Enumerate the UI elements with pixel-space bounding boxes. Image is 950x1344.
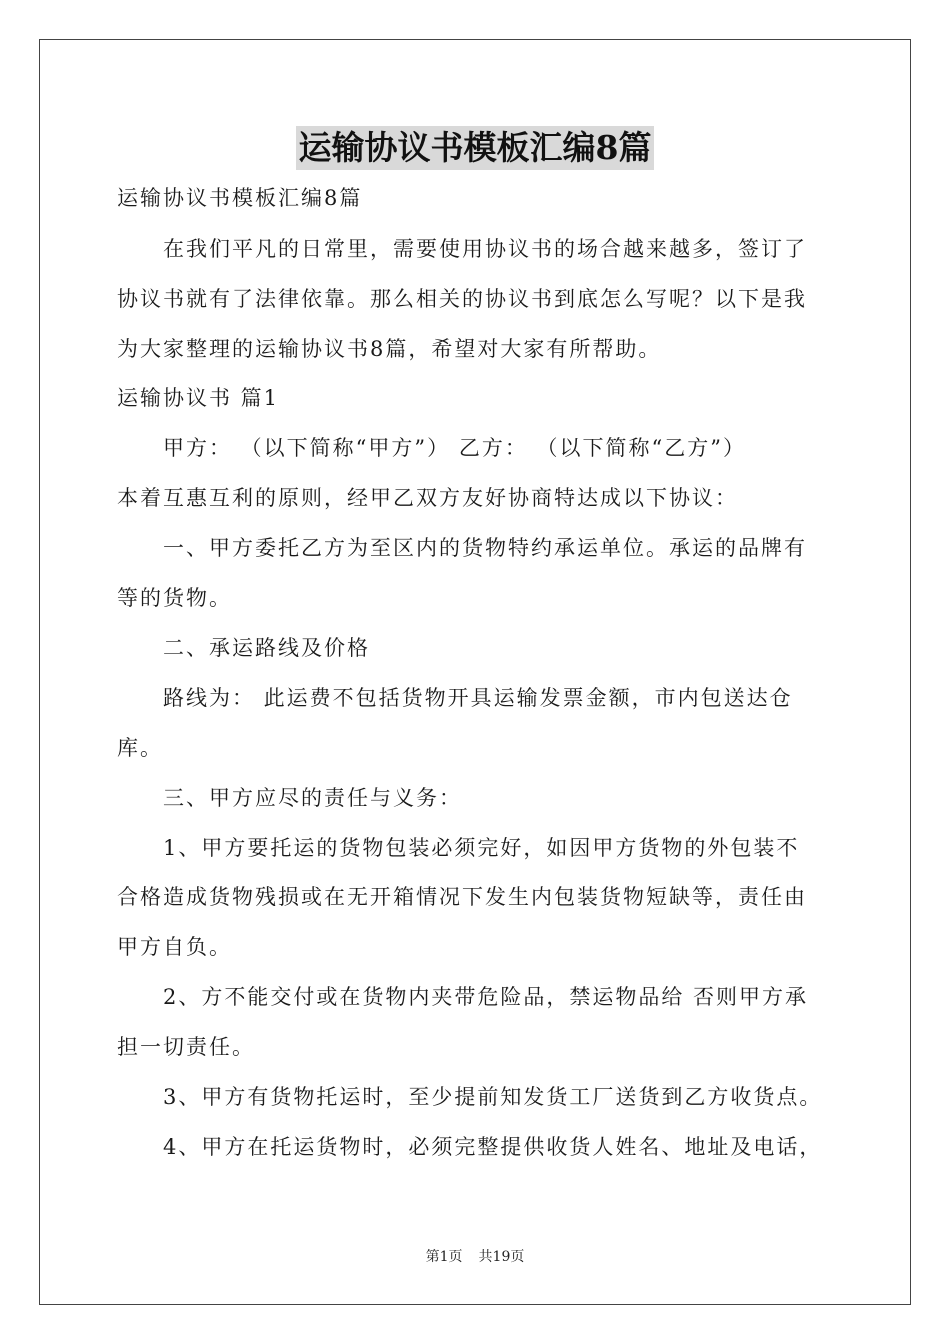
paragraph-line: 路线为： 此运费不包括货物开具运输发票金额，市内包送达仓 (163, 686, 793, 710)
subtitle-line: 运输协议书模板汇编8篇 (117, 186, 363, 210)
section-heading: 运输协议书 篇1 (117, 386, 280, 410)
paragraph-line: 3、甲方有货物托运时，至少提前知发货工厂送货到乙方收货点。 (163, 1085, 823, 1109)
paragraph-line: 库。 (117, 736, 163, 760)
page-number: 第1页 (425, 1249, 463, 1265)
paragraph-line: 二、承运路线及价格 (163, 636, 370, 660)
paragraph-line: 1、甲方要托运的货物包装必须完好，如因甲方货物的外包装不 (163, 836, 800, 860)
document-title: 运输协议书模板汇编8篇 (296, 126, 655, 170)
page-footer (0, 1246, 950, 1266)
paragraph-line: 等的货物。 (117, 586, 232, 610)
paragraph-line: 协议书就有了法律依靠。那么相关的协议书到底怎么写呢？以下是我 (117, 287, 807, 311)
paragraph-line: 三、甲方应尽的责任与义务： (163, 786, 462, 810)
paragraph-line: 甲方自负。 (117, 935, 232, 959)
paragraph-line: 甲方： （以下简称“甲方”） 乙方： （以下简称“乙方”） (163, 436, 746, 460)
paragraph-line: 一、甲方委托乙方为至区内的货物特约承运单位。承运的品牌有 (163, 536, 807, 560)
paragraph-line: 担一切责任。 (117, 1035, 255, 1059)
paragraph-line: 2、方不能交付或在货物内夹带危险品，禁运物品给 否则甲方承 (163, 985, 809, 1009)
page-total: 共19页 (478, 1249, 525, 1265)
paragraph-line: 为大家整理的运输协议书8篇，希望对大家有所帮助。 (117, 337, 662, 361)
paragraph-line: 在我们平凡的日常里，需要使用协议书的场合越来越多，签订了 (163, 237, 807, 261)
paragraph-line: 4、甲方在托运货物时，必须完整提供收货人姓名、地址及电话， (163, 1135, 823, 1159)
paragraph-line: 合格造成货物残损或在无开箱情况下发生内包装货物短缺等，责任由 (117, 885, 807, 909)
title-container (0, 126, 950, 170)
paragraph-line: 本着互惠互利的原则，经甲乙双方友好协商特达成以下协议： (117, 486, 738, 510)
